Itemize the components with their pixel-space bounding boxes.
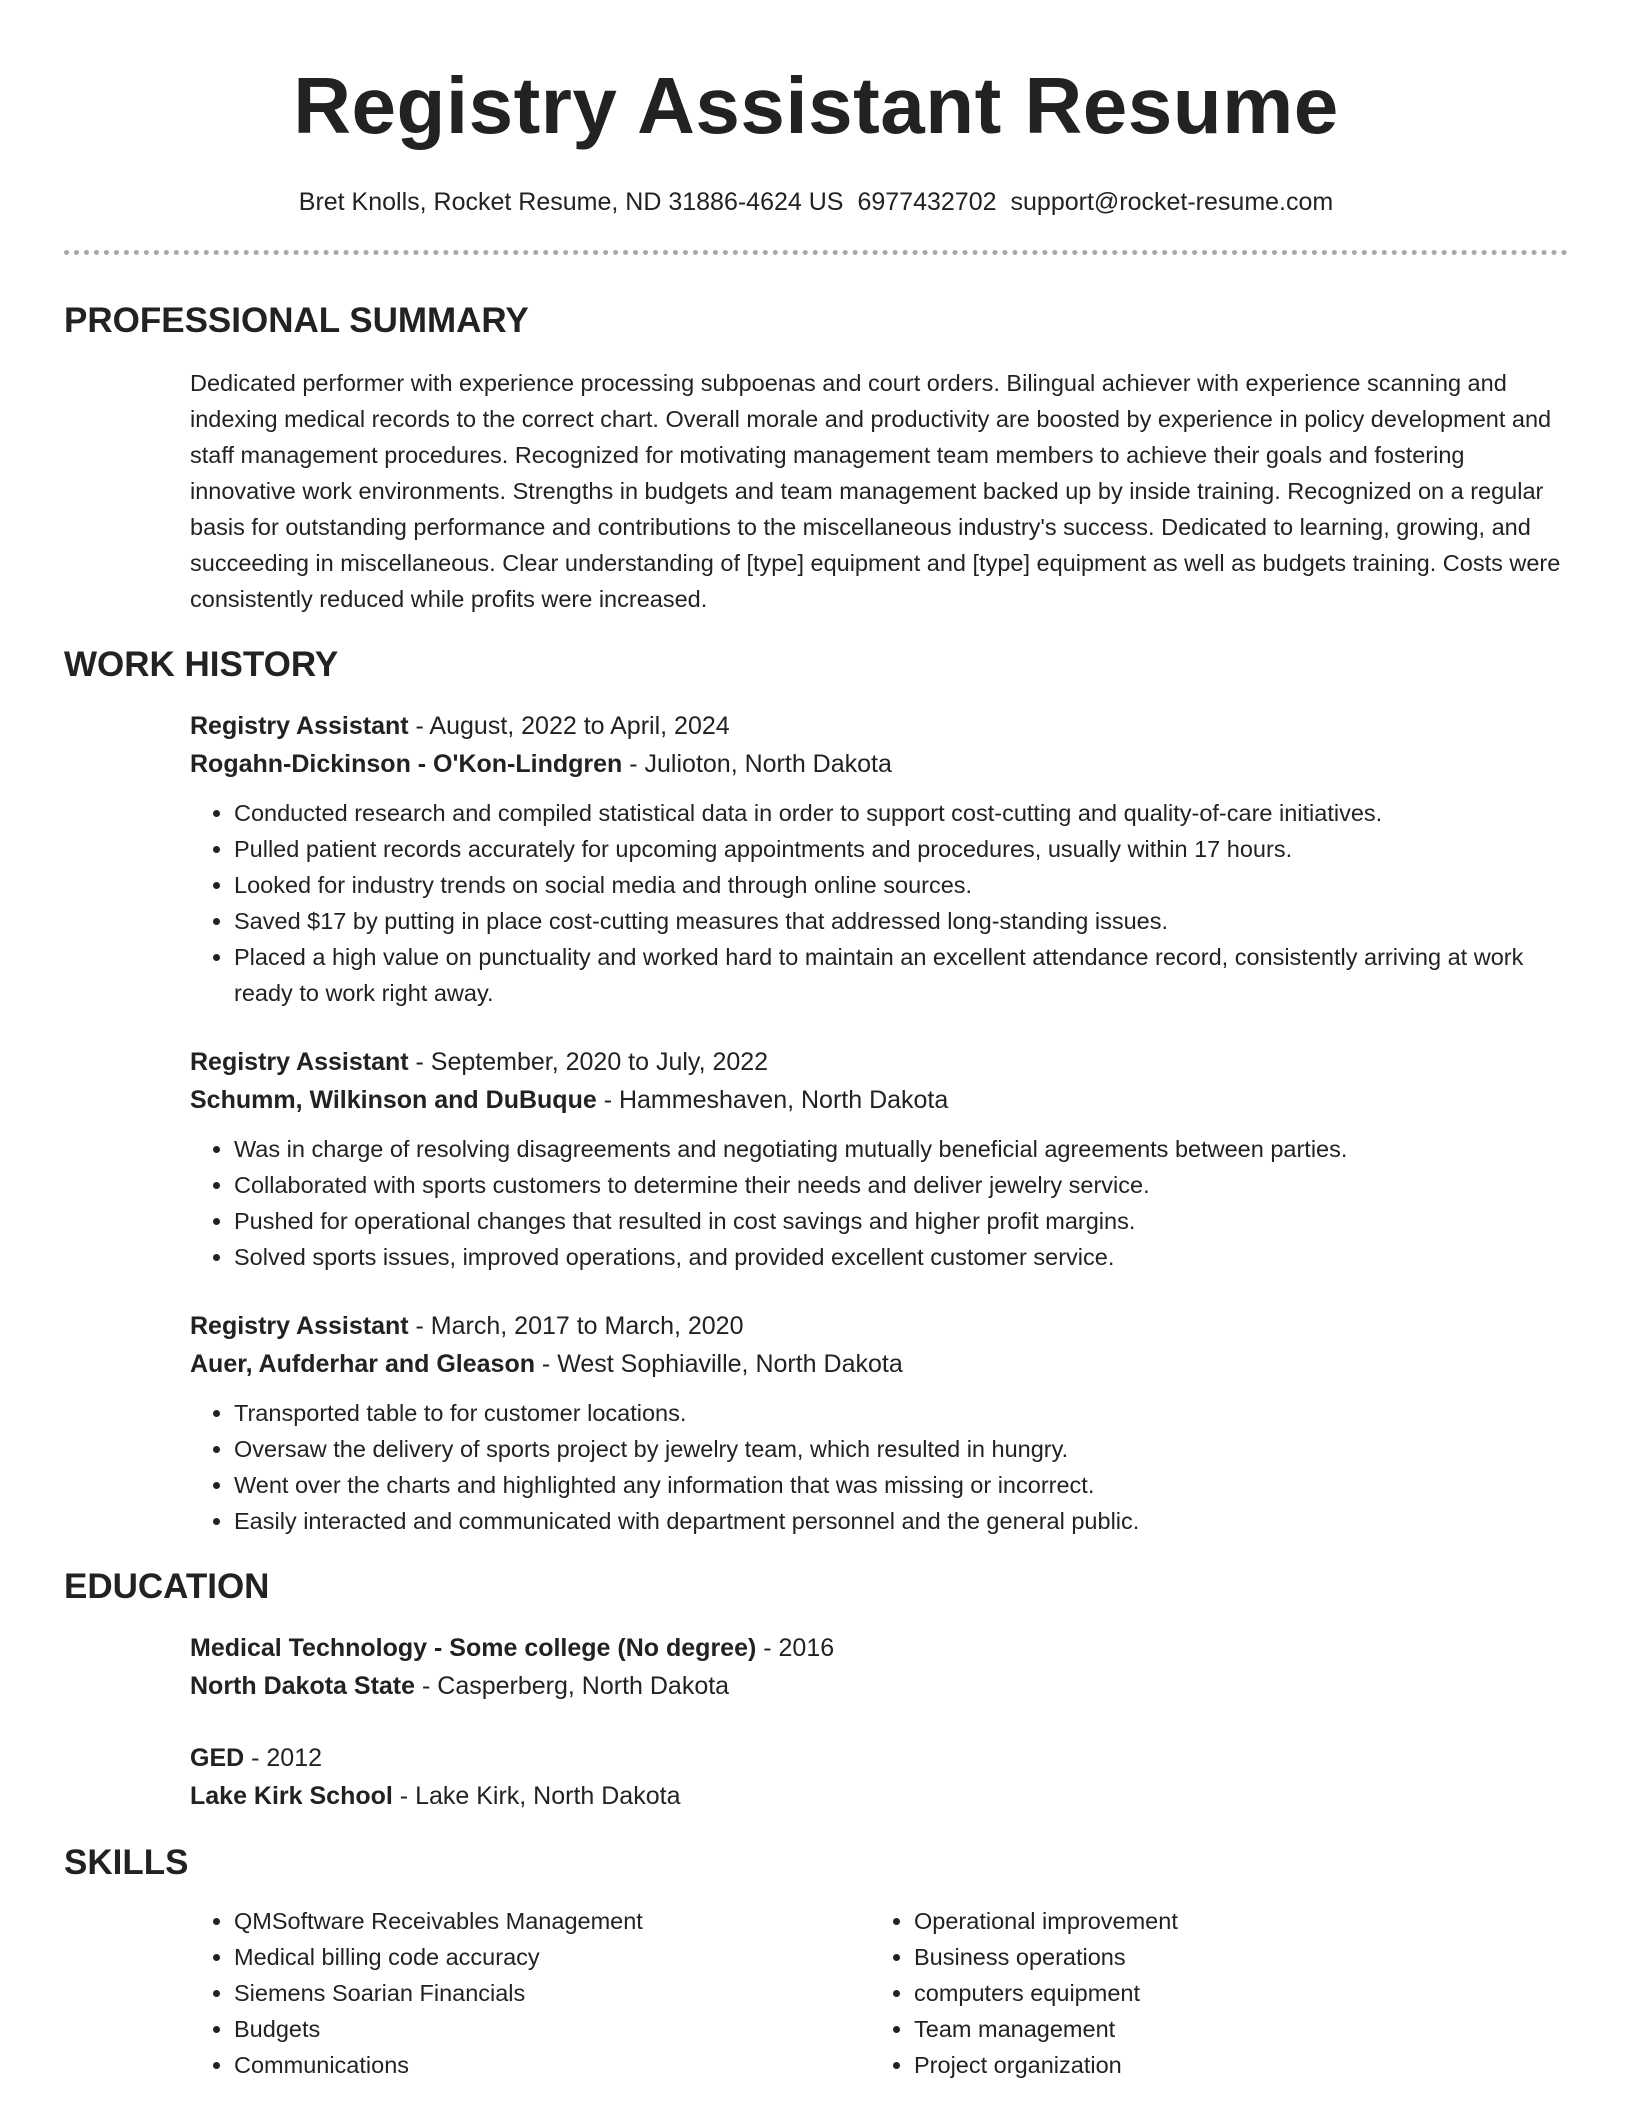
job-location: - Hammeshaven, North Dakota — [596, 1086, 949, 1114]
job-entry — [190, 707, 1568, 1011]
education-school: Lake Kirk School — [190, 1782, 393, 1810]
header-divider — [64, 250, 1568, 255]
education-entry — [190, 1739, 1568, 1815]
job-company: Schumm, Wilkinson and DuBuque — [190, 1086, 597, 1114]
job-title: Registry Assistant — [190, 1048, 409, 1076]
education-school-line — [190, 1777, 1568, 1815]
list-item: • Project organization — [914, 2047, 1550, 2083]
education-degree: Medical Technology - Some college (No degree) — [190, 1634, 757, 1662]
list-item: • Easily interacted and communicated with department personnel and the general public. — [234, 1503, 1568, 1539]
contact-phone: 6977432702 — [857, 188, 997, 216]
job-title: Registry Assistant — [190, 712, 409, 740]
skills-list-right — [870, 1903, 1550, 2083]
education-location: - Lake Kirk, North Dakota — [392, 1782, 681, 1810]
skills-column-right — [870, 1903, 1550, 2083]
skills-list-left — [190, 1903, 870, 2083]
resume-title: Registry Assistant Resume — [293, 61, 1339, 150]
list-item: • Saved $17 by putting in place cost-cutting measures that addressed long-standing issues. — [234, 903, 1568, 939]
education-heading: EDUCATION — [64, 1567, 270, 1606]
list-item: • Siemens Soarian Financials — [234, 1975, 870, 2011]
education-year: - 2016 — [756, 1634, 835, 1662]
education-school: North Dakota State — [190, 1672, 416, 1700]
work-section — [64, 643, 1568, 1539]
summary-section — [64, 299, 1568, 617]
education-section — [64, 1565, 1568, 1815]
job-dates: - August, 2022 to April, 2024 — [408, 712, 730, 740]
list-item: • Team management — [914, 2011, 1550, 2047]
contact-address: Bret Knolls, Rocket Resume, ND 31886-4624 US — [298, 188, 844, 216]
work-heading: WORK HISTORY — [64, 645, 339, 684]
job-entry — [190, 1043, 1568, 1275]
job-dates: - September, 2020 to July, 2022 — [408, 1048, 769, 1076]
job-location: - West Sophiaville, North Dakota — [534, 1350, 903, 1378]
job-title-line — [190, 707, 1568, 745]
job-bullets — [190, 1395, 1568, 1539]
list-item: • Communications — [234, 2047, 870, 2083]
job-title-line — [190, 1043, 1568, 1081]
contact-line — [64, 186, 1568, 218]
list-item: • Collaborated with sports customers to determine their needs and deliver jewelry service. — [234, 1167, 1568, 1203]
list-item: • computers equipment — [914, 1975, 1550, 2011]
list-item: • Transported table to for customer locations. — [234, 1395, 1568, 1431]
list-item: • Operational improvement — [914, 1903, 1550, 1939]
summary-body — [190, 365, 1568, 617]
job-company: Auer, Aufderhar and Gleason — [190, 1350, 535, 1378]
education-degree-line — [190, 1629, 1568, 1667]
education-degree: GED — [190, 1744, 245, 1772]
education-degree-line — [190, 1739, 1568, 1777]
list-item: • Budgets — [234, 2011, 870, 2047]
education-location: - Casperberg, North Dakota — [415, 1672, 730, 1700]
list-item: • QMSoftware Receivables Management — [234, 1903, 870, 1939]
job-company: Rogahn-Dickinson - O'Kon-Lindgren — [190, 750, 623, 778]
job-company-line — [190, 1081, 1568, 1119]
job-company-line — [190, 745, 1568, 783]
list-item: • Went over the charts and highlighted any information that was missing or incorrect. — [234, 1467, 1568, 1503]
list-item: • Oversaw the delivery of sports project by jewelry team, which resulted in hungry. — [234, 1431, 1568, 1467]
summary-text: Dedicated performer with experience processing subpoenas and court orders. Bilingual achiever with experience scanning and indexing medical records to the correct chart. Overall morale and productivity are boosted by experience in policy development and staff management procedures. Recognized for motivating management team members to achieve their goals and fostering innovative work environments. Strengths in budgets and team management backed up by inside training. Recognized on a regular basis for outstanding performance and contributions to the miscellaneous industry's success. Dedicated to learning, growing, and succeeding in miscellaneous. Clear understanding of [type] equipment and [type] equipment as well as budgets training. Costs were consistently reduced while profits were increased. — [190, 370, 1561, 612]
contact-email: support@rocket-resume.com — [1010, 188, 1334, 216]
list-item: • Conducted research and compiled statistical data in order to support cost-cutting and quality-of-care initiatives. — [234, 795, 1568, 831]
job-title: Registry Assistant — [190, 1312, 409, 1340]
list-item: • Was in charge of resolving disagreements and negotiating mutually beneficial agreements between parties. — [234, 1131, 1568, 1167]
list-item: • Looked for industry trends on social media and through online sources. — [234, 867, 1568, 903]
job-company-line — [190, 1345, 1568, 1383]
job-entry — [190, 1307, 1568, 1539]
list-item: • Pulled patient records accurately for upcoming appointments and procedures, usually within 17 hours. — [234, 831, 1568, 867]
skills-heading: SKILLS — [64, 1843, 189, 1882]
list-item: • Medical billing code accuracy — [234, 1939, 870, 1975]
education-school-line — [190, 1667, 1568, 1705]
job-bullets — [190, 795, 1568, 1011]
skills-section — [64, 1841, 1568, 2083]
list-item: • Solved sports issues, improved operations, and provided excellent customer service. — [234, 1239, 1568, 1275]
education-entry — [190, 1629, 1568, 1705]
list-item: • Placed a high value on punctuality and worked hard to maintain an excellent attendance record, consistently arriving at work ready to work right away. — [234, 939, 1568, 1011]
job-dates: - March, 2017 to March, 2020 — [408, 1312, 744, 1340]
list-item: • Pushed for operational changes that resulted in cost savings and higher profit margins. — [234, 1203, 1568, 1239]
job-title-line — [190, 1307, 1568, 1345]
education-year: - 2012 — [244, 1744, 323, 1772]
job-location: - Julioton, North Dakota — [622, 750, 892, 778]
list-item: • Business operations — [914, 1939, 1550, 1975]
skills-grid — [190, 1903, 1568, 2083]
summary-heading: PROFESSIONAL SUMMARY — [64, 301, 529, 340]
job-bullets — [190, 1131, 1568, 1275]
skills-column-left — [190, 1903, 870, 2083]
